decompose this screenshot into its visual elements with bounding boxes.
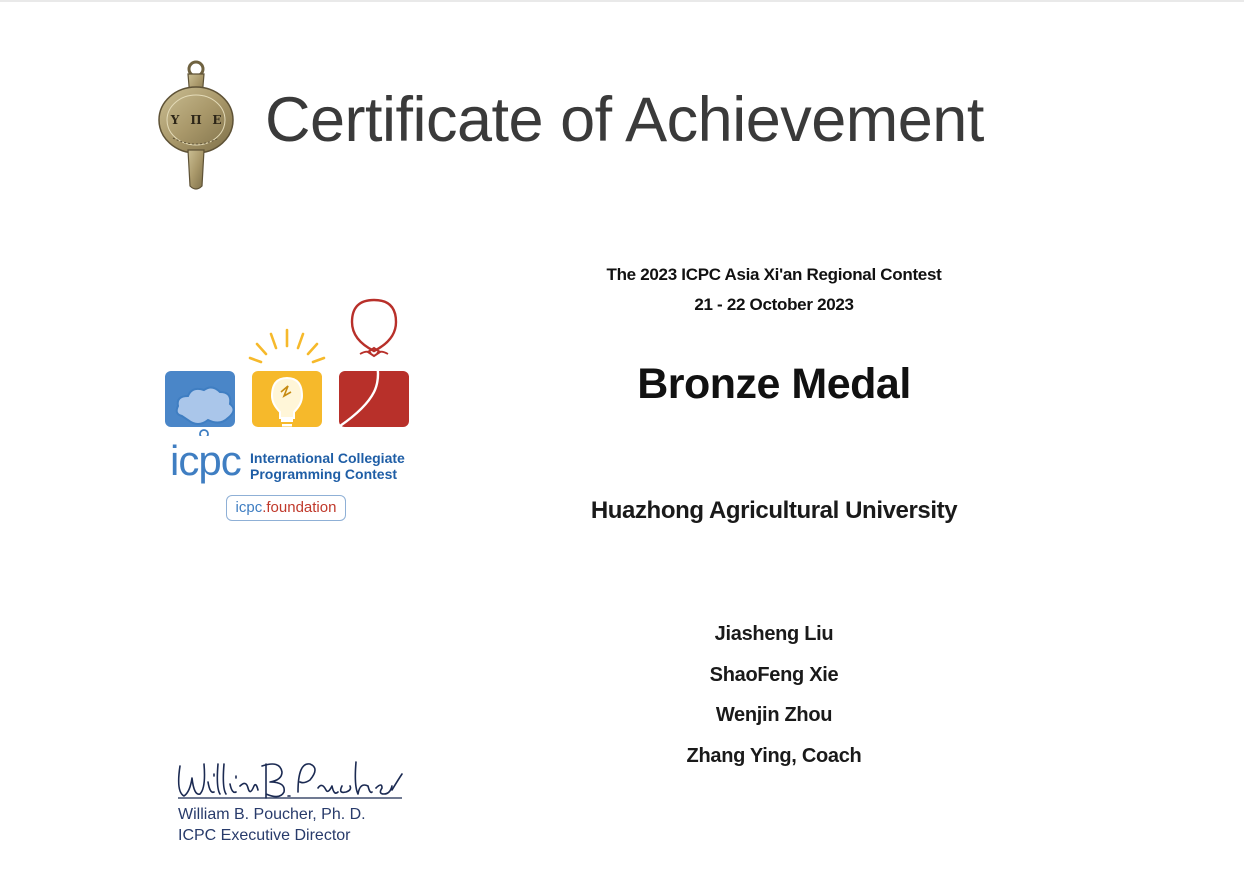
team-member: Wenjin Zhou — [715, 704, 833, 727]
top-divider — [0, 0, 1244, 2]
icpc-line-1: International Collegiate — [250, 450, 405, 466]
award-title: Bronze Medal — [637, 360, 911, 408]
icpc-short-text: icpc — [170, 437, 241, 484]
contest-dates: 21 - 22 October 2023 — [694, 295, 854, 314]
team-member: ShaoFeng Xie — [709, 663, 839, 686]
team-coach: Zhang Ying, Coach — [686, 745, 862, 768]
certificate-title: Certificate of Achievement — [265, 85, 984, 155]
icpc-logo-icon — [160, 296, 416, 436]
icpc-foundation-link[interactable] — [226, 495, 346, 521]
foundation-part-1: icpc — [235, 499, 263, 516]
emblem-letter-2: Π — [190, 113, 202, 127]
signatory-role: ICPC Executive Director — [178, 827, 351, 844]
team-member: Jiasheng Liu — [714, 623, 834, 645]
signature-graphic — [170, 752, 410, 804]
contest-name: The 2023 ICPC Asia Xi'an Regional Contest — [606, 265, 942, 284]
emblem-letter-1: Y — [170, 113, 180, 127]
emblem-letter-3: E — [212, 113, 222, 127]
institution-name: Huazhong Agricultural University — [590, 497, 958, 524]
team-members — [520, 614, 1028, 777]
upe-emblem-icon — [155, 58, 237, 192]
icpc-fullname — [250, 450, 405, 482]
signatory-name: William B. Poucher, Ph. D. — [178, 806, 366, 823]
foundation-part-2: .foundation — [262, 499, 337, 516]
icpc-wordmark — [170, 437, 241, 485]
icpc-line-2: Programming Contest — [250, 466, 398, 482]
